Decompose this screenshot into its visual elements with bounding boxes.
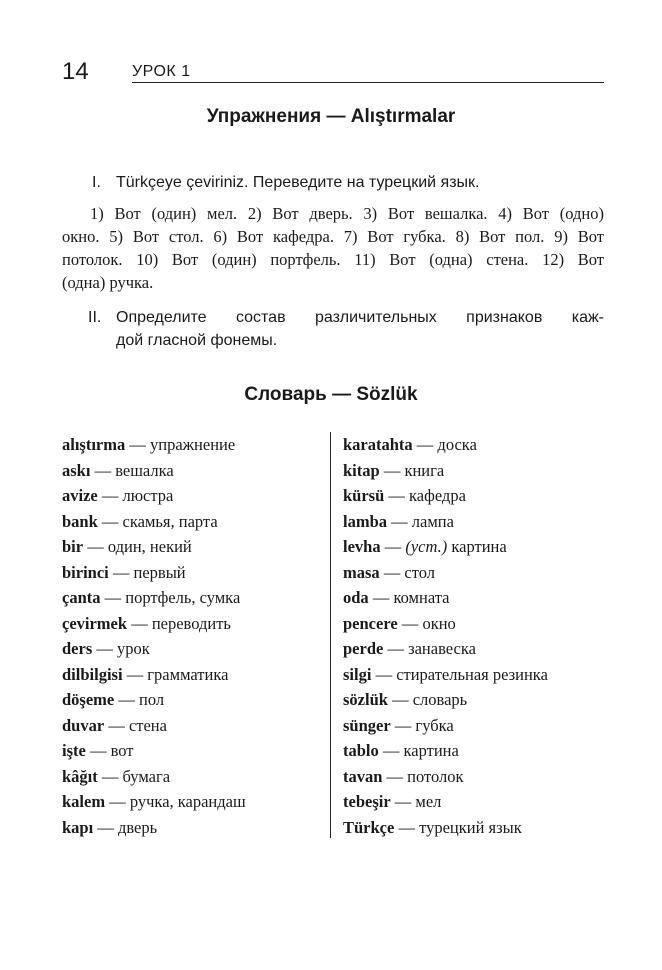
vocab-sep: — (383, 639, 409, 658)
vocab-translation: переводить (151, 613, 231, 633)
page-header (62, 58, 604, 90)
vocab-entry (62, 585, 246, 611)
vocab-word: silgi (343, 664, 372, 684)
vocab-entry (62, 815, 246, 841)
page-number: 14 (62, 58, 89, 85)
vocab-sep: — (379, 562, 405, 582)
vocab-sep: — (380, 537, 406, 556)
exercise-1-line: (одна) ручка. (62, 273, 154, 292)
vocab-translation: скамья, парта (122, 511, 218, 531)
exercise-2-numeral: II. (88, 309, 102, 326)
vocab-word: tebeşir (343, 792, 391, 811)
vocab-sep: — (412, 435, 438, 454)
vocab-word: çevirmek (62, 613, 128, 633)
vocab-sep: — (387, 690, 413, 709)
vocab-translation: стирательная резинка (396, 664, 548, 684)
vocab-entry (343, 432, 548, 458)
vocab-word: lamba (343, 511, 388, 531)
vocab-sep: — (108, 562, 134, 582)
vocab-sep: — (100, 588, 126, 607)
vocab-entry (343, 738, 548, 764)
vocab-translation: картина (403, 741, 459, 760)
vocab-translation: губка (415, 715, 454, 735)
exercise-1-instruction: Türkçeye çeviriniz. Переведите на турецкий язык. (116, 174, 480, 191)
vocab-sep: — (390, 792, 416, 811)
vocab-sep: — (371, 664, 397, 684)
vocabulary-column-right (343, 432, 548, 840)
vocab-word: oda (343, 588, 369, 607)
vocab-entry (62, 432, 246, 458)
vocab-word: dilbilgisi (62, 664, 123, 684)
vocab-word: bir (62, 537, 84, 556)
vocab-translation: люстра (122, 486, 174, 505)
vocab-sep: — (378, 741, 404, 760)
vocab-word: askı (62, 460, 91, 480)
vocab-word: sözlük (343, 690, 388, 709)
vocab-abbr: (уст.) (405, 537, 452, 556)
vocab-translation: окно (422, 613, 456, 633)
vocab-sep: — (104, 715, 129, 735)
vocab-entry (62, 560, 246, 586)
vocab-sep: — (85, 741, 111, 760)
vocab-sep: — (379, 460, 405, 480)
vocab-word: kürsü (343, 486, 385, 505)
vocab-translation: один, некий (107, 537, 192, 556)
vocab-sep: — (125, 435, 150, 454)
vocab-entry (62, 789, 246, 815)
vocab-entry (343, 560, 548, 586)
vocab-entry (62, 483, 246, 509)
vocab-word: perde (343, 639, 384, 658)
vocab-translation: словарь (412, 690, 468, 709)
vocab-translation: мел (415, 792, 442, 811)
vocab-word: duvar (62, 715, 105, 735)
vocab-word: işte (62, 741, 86, 760)
vocab-entry (343, 636, 548, 662)
exercise-2-line: Определите состав различительных признаков каж- (116, 309, 604, 326)
vocab-translation: стол (404, 562, 436, 582)
vocab-translation: первый (133, 562, 186, 582)
vocab-translation: бумага (122, 766, 171, 786)
vocab-sep: — (83, 537, 108, 556)
vocab-sep: — (92, 639, 117, 658)
vocab-entry (343, 789, 548, 815)
vocab-word: kalem (62, 792, 106, 811)
vocab-sep: — (93, 817, 118, 837)
vocab-word: alıştırma (62, 435, 126, 454)
vocab-translation: потолок (407, 766, 464, 786)
vocab-sep: — (387, 511, 412, 531)
vocab-entry (62, 458, 246, 484)
vocab-word: ders (62, 639, 93, 658)
exercises-title: Упражнения — Alıştırmalar (206, 106, 456, 127)
vocab-translation: вешалка (115, 460, 174, 480)
vocab-translation: портфель, сумка (125, 588, 241, 607)
vocab-entry (62, 611, 246, 637)
vocab-sep: — (397, 613, 423, 633)
vocab-entry (62, 738, 246, 764)
exercise-1-numeral: I. (92, 174, 101, 191)
vocab-translation: лампа (411, 511, 454, 531)
vocab-word: çanta (62, 588, 101, 607)
vocab-entry (62, 713, 246, 739)
vocab-entry (62, 509, 246, 535)
vocab-entry (343, 483, 548, 509)
running-title: УРОК 1 (132, 63, 191, 80)
vocab-entry (343, 713, 548, 739)
vocab-translation: комната (393, 588, 450, 607)
vocab-word: avize (62, 486, 98, 505)
vocab-sep: — (384, 486, 410, 505)
vocab-word: karatahta (343, 435, 413, 454)
vocab-sep: — (105, 792, 130, 811)
vocab-translation: доска (437, 435, 477, 454)
vocab-sep: — (97, 766, 123, 786)
exercise-1-line: 1) Вот (один) мел. 2) Вот дверь. 3) Вот вешалка. 4) Вот (одно) (90, 204, 604, 223)
vocab-translation: грамматика (147, 664, 229, 684)
vocab-entry (62, 662, 246, 688)
vocab-translation: вот (110, 741, 134, 760)
vocab-translation: стена (128, 715, 167, 735)
vocab-translation: занавеска (408, 639, 476, 658)
vocab-entry (62, 534, 246, 560)
vocab-entry (343, 687, 548, 713)
vocab-sep: — (127, 613, 152, 633)
vocab-entry (343, 585, 548, 611)
vocab-sep: — (97, 511, 123, 531)
column-divider (330, 432, 331, 838)
vocab-entry (343, 458, 548, 484)
vocab-translation: упражнение (150, 435, 236, 454)
vocab-sep: — (114, 690, 139, 709)
vocab-word: Türkçe (343, 817, 395, 837)
vocab-sep: — (90, 460, 116, 480)
vocab-sep: — (97, 486, 123, 505)
exercise-1-line: окно. 5) Вот стол. 6) Вот кафедра. 7) Вот губка. 8) Вот пол. 9) Вот (62, 227, 604, 246)
vocab-sep: — (394, 817, 420, 837)
vocab-translation: книга (404, 460, 445, 480)
vocab-entry (62, 687, 246, 713)
vocab-sep: — (382, 766, 408, 786)
vocab-entry (343, 534, 548, 560)
vocab-word: kapı (62, 817, 94, 837)
vocab-translation: урок (117, 639, 150, 658)
vocab-word: döşeme (62, 690, 115, 709)
vocab-entry (62, 764, 246, 790)
vocab-word: kâğıt (62, 766, 98, 786)
vocab-translation: пол (139, 690, 165, 709)
vocab-entry (343, 509, 548, 535)
vocab-translation: кафедра (409, 486, 466, 505)
vocab-sep: — (390, 715, 416, 735)
vocab-word: birinci (62, 562, 109, 582)
vocab-translation: картина (451, 537, 507, 556)
vocab-word: sünger (343, 715, 391, 735)
vocab-entry (62, 636, 246, 662)
vocab-entry (343, 764, 548, 790)
vocab-word: tavan (343, 766, 383, 786)
vocab-translation: турецкий язык (419, 817, 522, 837)
vocab-translation: дверь (117, 817, 158, 837)
exercise-2-line: дой гласной фонемы. (116, 332, 278, 349)
vocabulary-title: Словарь — Sözlük (244, 384, 418, 405)
exercise-1-line: потолок. 10) Вот (один) портфель. 11) Вот (одна) стена. 12) Вот (62, 250, 604, 269)
vocab-word: levha (343, 537, 381, 556)
vocab-entry (343, 611, 548, 637)
vocab-word: tablo (343, 741, 379, 760)
vocab-sep: — (368, 588, 394, 607)
header-rule (132, 82, 604, 83)
vocab-word: pencere (343, 613, 398, 633)
vocabulary-column-left (62, 432, 246, 840)
vocab-entry (343, 662, 548, 688)
vocab-entry (343, 815, 548, 841)
vocab-word: bank (62, 511, 98, 531)
vocab-word: kitap (343, 460, 380, 480)
vocab-translation: ручка, карандаш (129, 792, 246, 811)
vocab-sep: — (122, 664, 148, 684)
vocab-word: masa (343, 562, 380, 582)
